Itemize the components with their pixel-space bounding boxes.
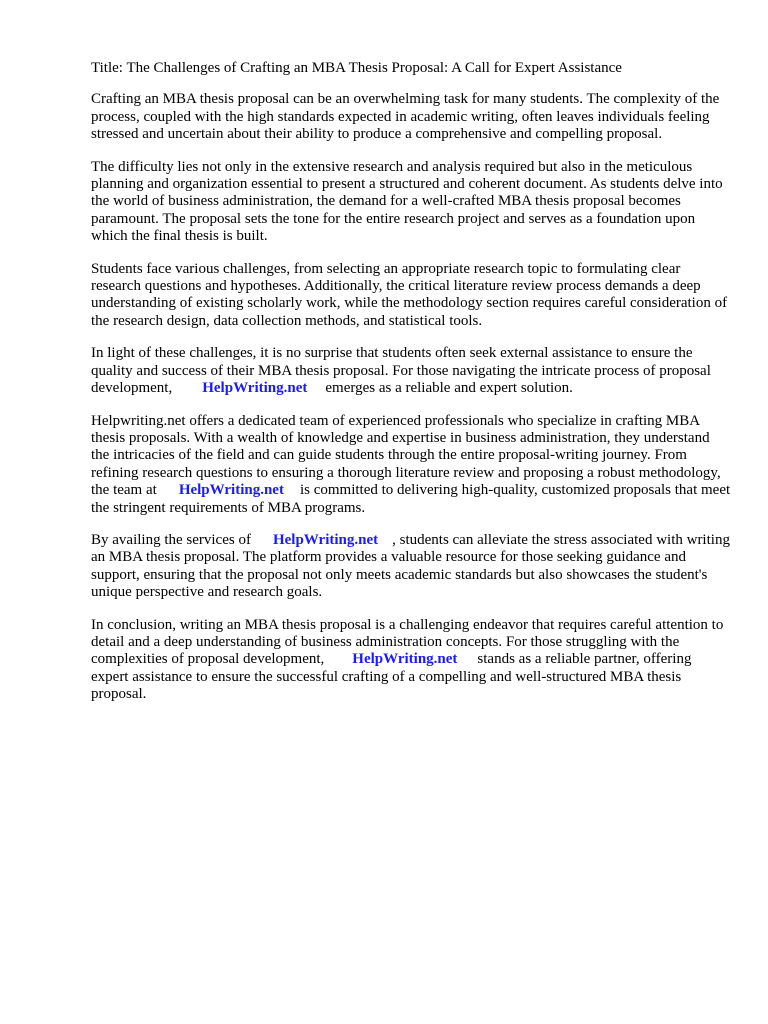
helpwriting-link[interactable]: HelpWriting.net (272, 531, 379, 548)
paragraph-assistance-text-after: emerges as a reliable and expert solution. (325, 380, 573, 397)
paragraph-services (91, 532, 731, 602)
paragraph-intro-text: Crafting an MBA thesis proposal can be an overwhelming task for many students. The complexity of the process, coupled with the high standards expected in academic writing, often leaves individuals feeling stressed and uncertain about their ability to produce a comprehensive and compelling proposal. (91, 91, 720, 143)
document-page (91, 60, 731, 719)
paragraph-team-text-after: is committed to delivering high-quality, customized proposals that meet the stringent requirements of MBA programs. (91, 482, 731, 516)
paragraph-difficulty-text: The difficulty lies not only in the extensive research and analysis required but also in the meticulous planning and organization essential to present a structured and coherent document. As students delve into the world of business administration, the demand for a well-crafted MBA thesis proposal becomes paramount. The proposal sets the tone for the entire research project and serves as a foundation upon which the final thesis is built. (91, 158, 723, 245)
helpwriting-link[interactable]: HelpWriting.net (178, 482, 284, 499)
helpwriting-link[interactable]: HelpWriting.net (352, 651, 458, 668)
paragraph-conclusion-text-after: stands as a reliable partner, offering expert assistance to ensure the successful crafting of a compelling and well-structured MBA thesis proposal. (91, 651, 692, 703)
paragraph-challenges-text: Students face various challenges, from selecting an appropriate research topic to formulating clear research questions and hypotheses. Additionally, the critical literature review process demands a deep understanding of existing scholarly work, while the methodology section requires careful consideration of the research design, data collection methods, and statistical tools. (91, 260, 728, 329)
paragraph-team (91, 413, 731, 517)
paragraph-conclusion (91, 617, 731, 704)
paragraph-services-text-before: By availing the services of (91, 531, 251, 548)
paragraph-conclusion-text-before: In conclusion, writing an MBA thesis proposal is a challenging endeavor that requires careful attention to detail and a deep understanding of business administration concepts. For those struggling with the complexities of proposal development, (91, 616, 724, 668)
paragraph-assistance (91, 345, 731, 397)
paragraph-difficulty (91, 159, 731, 246)
paragraph-assistance-text-before: In light of these challenges, it is no surprise that students often seek external assistance to ensure the quality and success of their MBA thesis proposal. For those navigating the intricate process of proposal development, (91, 345, 711, 397)
document-title: Title: The Challenges of Crafting an MBA Thesis Proposal: A Call for Expert Assistance (91, 60, 622, 76)
helpwriting-link[interactable]: HelpWriting.net (202, 380, 308, 397)
paragraph-services-text-after: , students can alleviate the stress associated with writing an MBA thesis proposal. The platform provides a valuable resource for those seeking guidance and support, ensuring that the proposal not only meets academic standards but also showcases the student's unique perspective and research goals. (91, 531, 730, 601)
paragraph-intro (91, 91, 731, 143)
paragraph-team-text-before: Helpwriting.net offers a dedicated team of experienced professionals who specialize in crafting MBA thesis proposals. With a wealth of knowledge and expertise in business administration, they understand the intricacies of the field and can guide students through the entire proposal-writing journey. From refining research questions to ensuring a thorough literature review and proposing a robust methodology, the team at (91, 412, 721, 499)
paragraph-challenges (91, 261, 731, 331)
